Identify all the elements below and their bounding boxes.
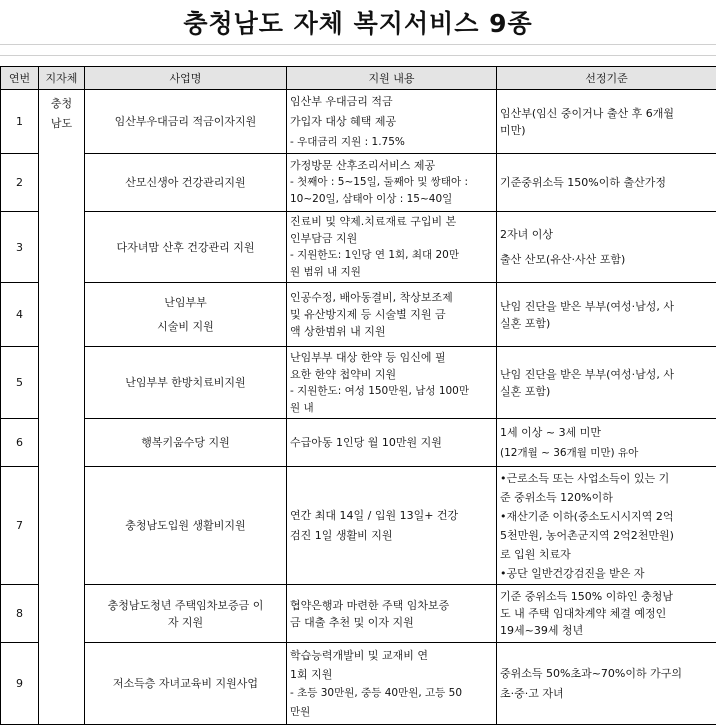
criteria-line: 출산 산모(유산·사산 포함) [500, 251, 713, 268]
table-header-row [1, 67, 716, 90]
program-name [85, 154, 287, 212]
program-name-line: 행복키움수당 지원 [88, 434, 283, 451]
criteria-line: 실혼 포함) [500, 315, 713, 332]
support-line: - 첫째아 : 5~15일, 둘째아 및 쌍태아 : [290, 174, 493, 191]
support-line: 진료비 및 약제.치료재료 구입비 본 [290, 213, 493, 230]
criteria-line: 기준중위소득 150%이하 출산가정 [500, 174, 713, 191]
row-no: 5 [1, 347, 39, 419]
program-name [85, 283, 287, 347]
criteria-line: 로 입원 치료자 [500, 545, 713, 564]
criteria-line: 5천만원, 농어촌군지역 2억2천만원) [500, 526, 713, 545]
table-row [1, 585, 716, 643]
table-row [1, 419, 716, 467]
program-name [85, 643, 287, 725]
selection-criteria [497, 467, 716, 585]
support-line: 인공수정, 배아동결비, 착상보조제 [290, 289, 493, 306]
support-line: 수급아동 1인당 월 10만원 지원 [290, 434, 493, 451]
header-no: 연번 [1, 67, 39, 90]
support-line: 가입자 대상 혜택 제공 [290, 112, 493, 132]
support-line: 원 내 [290, 400, 493, 417]
criteria-line: 난임 진단을 받은 부부(여성·남성, 사 [500, 298, 713, 315]
support-content [287, 212, 497, 283]
program-name-line: 난임부부 한방치료비지원 [88, 374, 283, 391]
program-name [85, 347, 287, 419]
support-content [287, 585, 497, 643]
row-no: 7 [1, 467, 39, 585]
program-name [85, 212, 287, 283]
table-row [1, 643, 716, 725]
criteria-line: 기준 중위소득 150% 이하인 충청남 [500, 588, 713, 605]
sheet-gridline [0, 44, 716, 45]
program-name-line: 난임부부 [88, 291, 283, 315]
row-no: 9 [1, 643, 39, 725]
support-line: 만원 [290, 703, 493, 722]
criteria-line: •재산기준 이하(중소도시시지역 2억 [500, 507, 713, 526]
header-support: 지원 내용 [287, 67, 497, 90]
region-line: 남도 [42, 114, 81, 134]
support-line: 요한 한약 첩약비 지원 [290, 366, 493, 383]
support-line: 임산부 우대금리 적금 [290, 92, 493, 112]
support-content [287, 467, 497, 585]
criteria-line: 19세~39세 청년 [500, 622, 713, 639]
program-name-line: 자 지원 [88, 614, 283, 631]
row-no: 2 [1, 154, 39, 212]
program-name-line: 시술비 지원 [88, 315, 283, 339]
row-no: 3 [1, 212, 39, 283]
program-name [85, 585, 287, 643]
program-name-line: 임산부우대금리 적금이자지원 [88, 113, 283, 130]
support-line: 연간 최대 14일 / 입원 13일+ 건강 [290, 506, 493, 526]
support-content [287, 90, 497, 154]
welfare-services-table [0, 66, 716, 725]
criteria-line: 임산부(임신 중이거나 출산 후 6개월 [500, 105, 713, 122]
program-name-line: 산모신생아 건강관리지원 [88, 174, 283, 191]
row-no: 8 [1, 585, 39, 643]
table-row [1, 90, 716, 154]
criteria-line: 준 중위소득 120%이하 [500, 488, 713, 507]
support-content [287, 347, 497, 419]
support-content [287, 283, 497, 347]
table-row [1, 283, 716, 347]
program-name-line: 다자녀맘 산후 건강관리 지원 [88, 239, 283, 256]
selection-criteria [497, 585, 716, 643]
support-content [287, 154, 497, 212]
selection-criteria [497, 643, 716, 725]
selection-criteria [497, 154, 716, 212]
support-line: 난임부부 대상 한약 등 임신에 필 [290, 349, 493, 366]
criteria-line: •공단 일반건강검진을 받은 자 [500, 564, 713, 583]
support-line: 검진 1일 생활비 지원 [290, 526, 493, 546]
criteria-line: 난임 진단을 받은 부부(여성·남성, 사 [500, 366, 713, 383]
header-criteria: 선정기준 [497, 67, 716, 90]
header-program-name: 사업명 [85, 67, 287, 90]
row-no: 4 [1, 283, 39, 347]
selection-criteria [497, 212, 716, 283]
table-row [1, 467, 716, 585]
selection-criteria [497, 347, 716, 419]
support-line: 인부담금 지원 [290, 230, 493, 247]
support-line: 가정방문 산후조리서비스 제공 [290, 157, 493, 174]
criteria-line: (12개월 ~ 36개월 미만) 유아 [500, 443, 713, 463]
support-content [287, 643, 497, 725]
program-name-line: 충청남도청년 주택임차보증금 이 [88, 597, 283, 614]
selection-criteria [497, 419, 716, 467]
program-name [85, 467, 287, 585]
support-line: 1회 지원 [290, 665, 493, 684]
support-line: 액 상한범위 내 지원 [290, 323, 493, 340]
region-line: 충청 [42, 94, 81, 114]
support-content [287, 419, 497, 467]
support-line: 금 대출 추천 및 이자 지원 [290, 614, 493, 631]
support-line: 원 범위 내 지원 [290, 264, 493, 281]
table-row [1, 212, 716, 283]
support-line: - 초등 30만원, 중등 40만원, 고등 50 [290, 684, 493, 703]
support-line: - 지원한도: 1인당 연 1회, 최대 20만 [290, 247, 493, 264]
row-no: 6 [1, 419, 39, 467]
support-line: 학습능력개발비 및 교재비 연 [290, 646, 493, 665]
criteria-line: 중위소득 50%초과~70%이하 가구의 [500, 664, 713, 684]
support-line: 10~20일, 삼태아 이상 : 15~40일 [290, 191, 493, 208]
row-no: 1 [1, 90, 39, 154]
criteria-line: 1세 이상 ~ 3세 미만 [500, 423, 713, 443]
support-line: 협약은행과 마련한 주택 임차보증 [290, 597, 493, 614]
selection-criteria [497, 283, 716, 347]
program-name-line: 저소득층 자녀교육비 지원사업 [88, 675, 283, 692]
criteria-line: 실혼 포함) [500, 383, 713, 400]
support-line: 및 유산방지제 등 시술별 지원 금 [290, 306, 493, 323]
region-cell [39, 90, 85, 725]
program-name-line: 충청남도입원 생활비지원 [88, 517, 283, 534]
sheet-gridline [0, 55, 716, 56]
program-name [85, 419, 287, 467]
support-line: - 지원한도: 여성 150만원, 남성 100만 [290, 383, 493, 400]
criteria-line: 초·중·고 자녀 [500, 684, 713, 704]
criteria-line: 2자녀 이상 [500, 226, 713, 243]
criteria-line: •근로소득 또는 사업소득이 있는 기 [500, 469, 713, 488]
table-row [1, 154, 716, 212]
criteria-line: 도 내 주택 임대차계약 체결 예정인 [500, 605, 713, 622]
spacer [500, 243, 713, 251]
header-region: 지자체 [39, 67, 85, 90]
program-name [85, 90, 287, 154]
selection-criteria [497, 90, 716, 154]
criteria-line: 미만) [500, 122, 713, 139]
support-line: - 우대금리 지원 : 1.75% [290, 132, 493, 152]
page-title: 충청남도 자체 복지서비스 9종 [0, 0, 716, 44]
table-row [1, 347, 716, 419]
